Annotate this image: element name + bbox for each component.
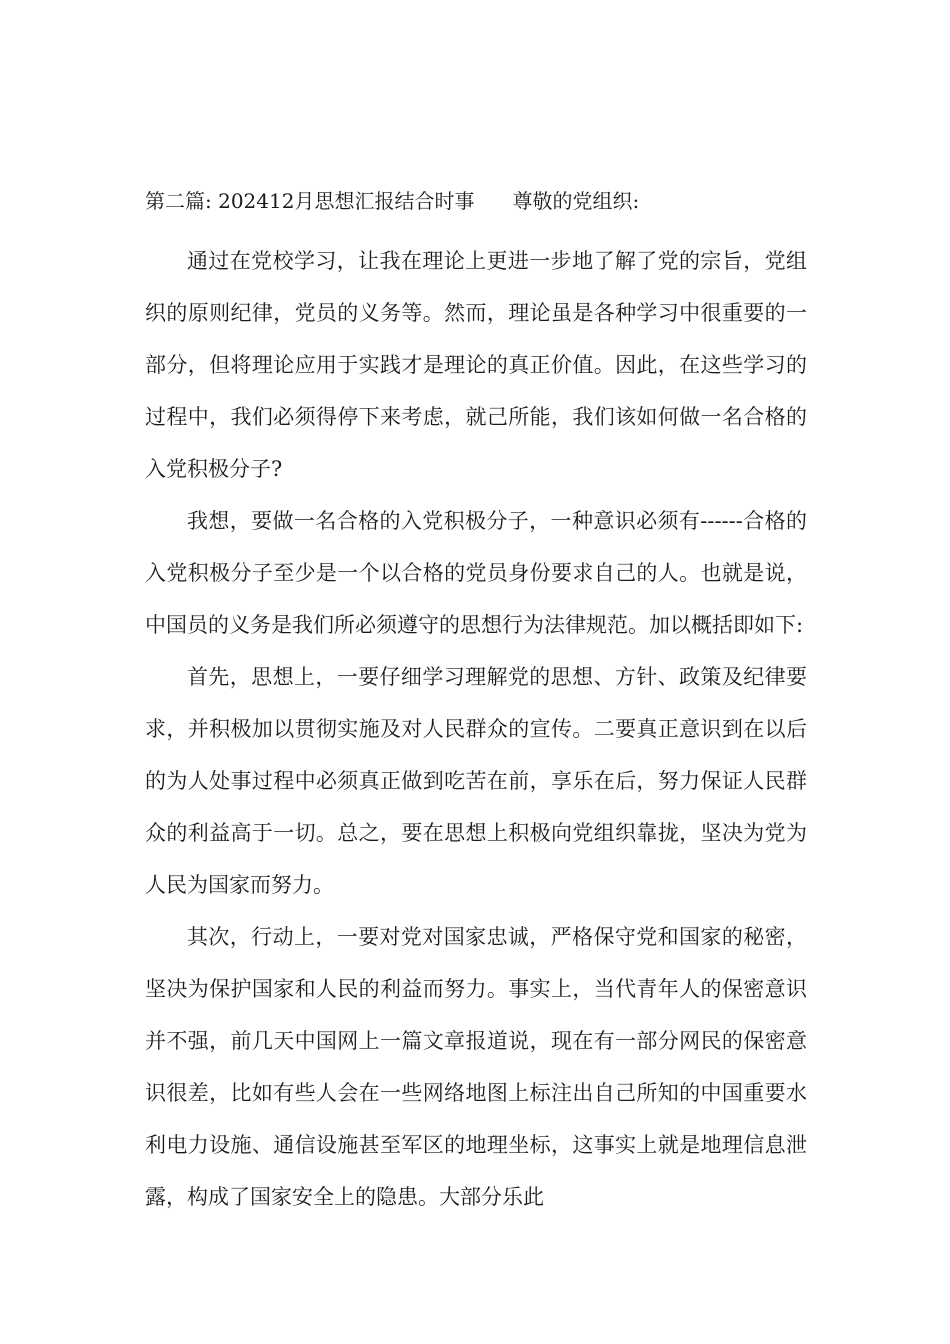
title-line [145, 183, 807, 219]
paragraph-4: 其次，行动上，一要对党对国家忠诚，严格保守党和国家的秘密，坚决为保护国家和人民的利益而努力。事实上，当代青年人的保密意识并不强，前几天中国网上一篇文章报道说，现在有一部分网民的保密意识很差，比如有些人会在一些网络地图上标注出自己所知的中国重要水利电力设施、通信设施甚至军区的地理坐标，这事实上就是地理信息泄露，构成了国家安全上的隐患。大部分乐此 [145, 925, 807, 1209]
paragraph-2: 我想，要做一名合格的入党积极分子，一种意识必须有------合格的入党积极分子至少是一个以合格的党员身份要求自己的人。也就是说，中国员的义务是我们所必须遵守的思想行为法律规范。加以概括即如下: [145, 509, 807, 637]
document-heading: 第二篇: 202412月思想汇报结合时事 [145, 189, 475, 213]
paragraph-1: 通过在党校学习，让我在理论上更进一步地了解了党的宗旨，党组织的原则纪律，党员的义务等。然而，理论虽是各种学习中很重要的一部分，但将理论应用于实践才是理论的真正价值。因此，在这些学习的过程中，我们必须得停下来考虑，就己所能，我们该如何做一名合格的入党积极分子? [145, 249, 807, 481]
salutation: 尊敬的党组织: [512, 189, 640, 213]
paragraph-3: 首先，思想上，一要仔细学习理解党的思想、方针、政策及纪律要求，并积极加以贯彻实施及对人民群众的宣传。二要真正意识到在以后的为人处事过程中必须真正做到吃苦在前，享乐在后，努力保证人民群众的利益高于一切。总之，要在思想上积极向党组织靠拢，坚决为党为人民为国家而努力。 [145, 665, 807, 897]
document-page [145, 183, 807, 1223]
